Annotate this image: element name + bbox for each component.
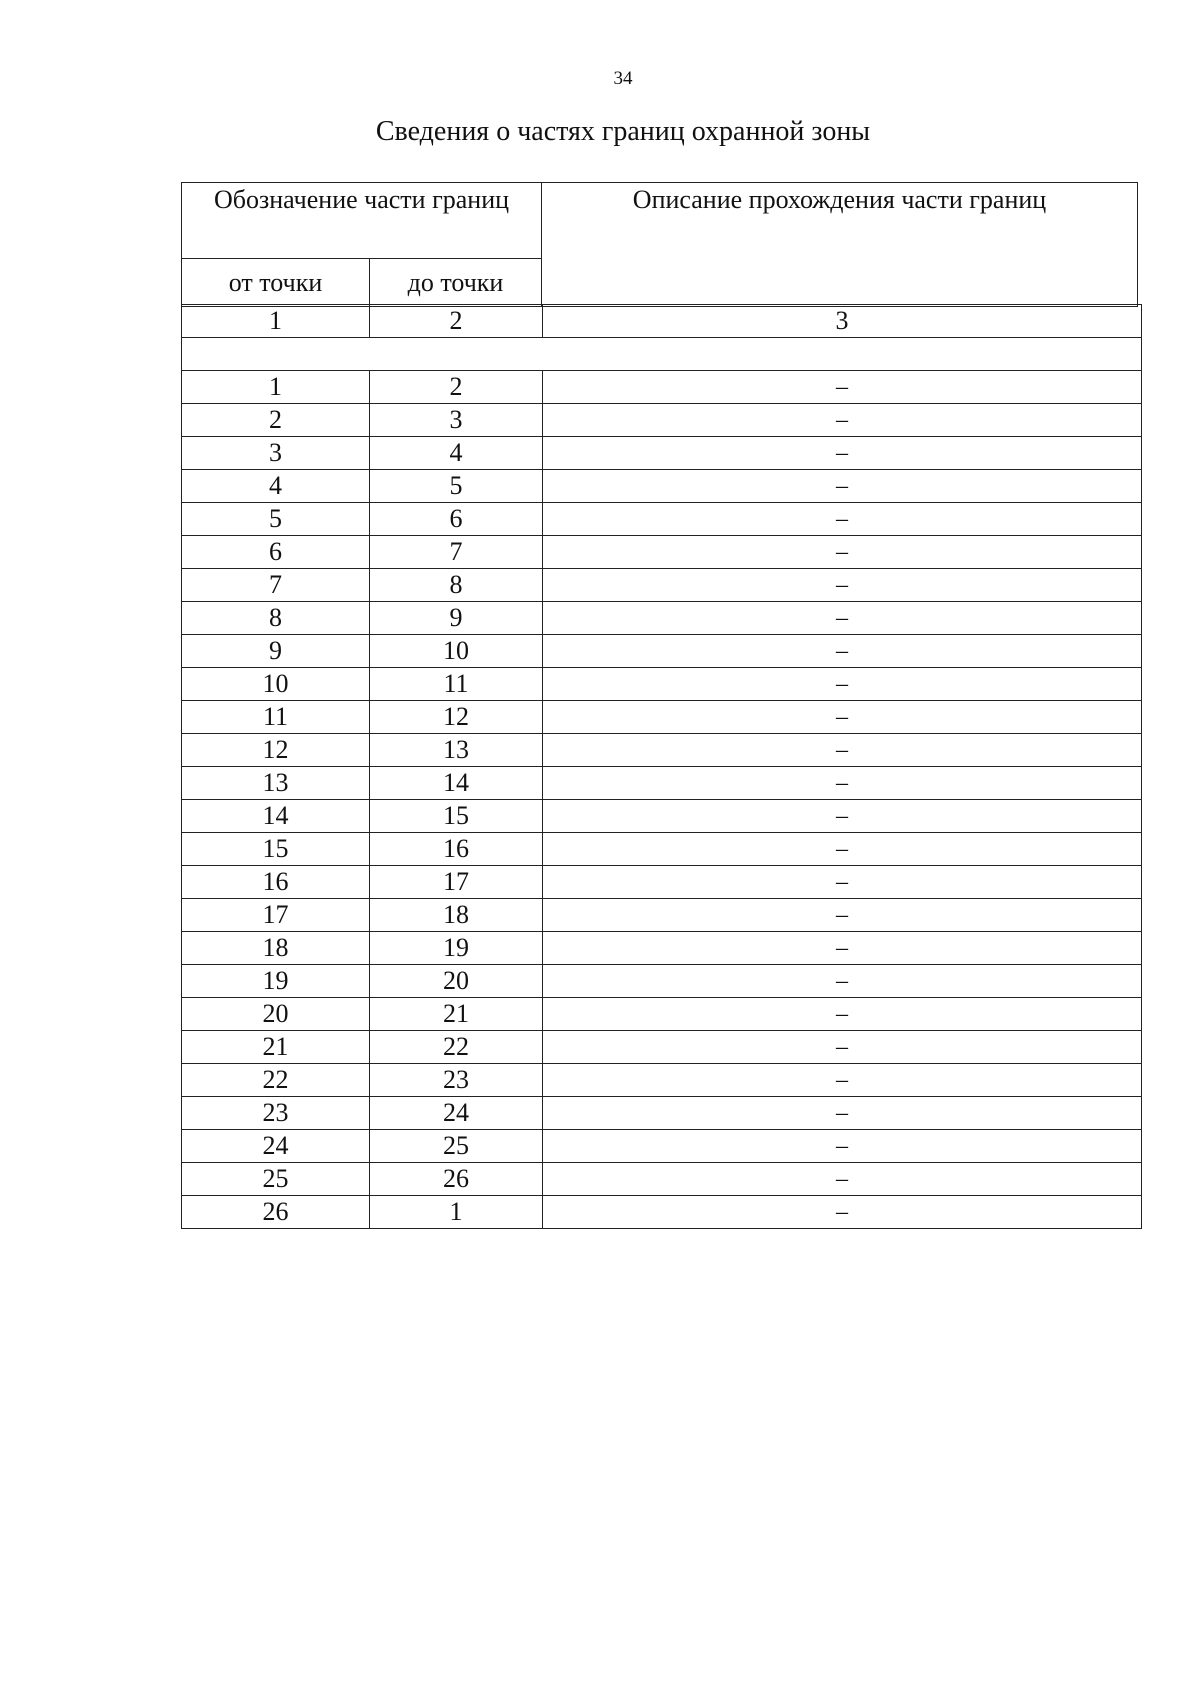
column-number: 2 [370,305,543,338]
from-point-cell: 12 [182,734,370,767]
boundary-header-table [181,182,1138,307]
description-cell: – [543,866,1142,899]
to-point-cell: 11 [370,668,543,701]
from-point-cell: 15 [182,833,370,866]
section-title-cell [182,338,1142,371]
from-point-cell: 3 [182,437,370,470]
page-number: 34 [613,68,633,89]
to-point-cell: 13 [370,734,543,767]
to-point-cell: 9 [370,602,543,635]
from-point-cell: 19 [182,965,370,998]
to-point-cell: 4 [370,437,543,470]
description-cell: – [543,668,1142,701]
table-row [182,1130,1142,1163]
to-point-cell: 7 [370,536,543,569]
table-row [182,734,1142,767]
column-number: 3 [543,305,1142,338]
from-point-cell: 5 [182,503,370,536]
table-row [182,965,1142,998]
description-cell: – [543,437,1142,470]
from-point-cell: 24 [182,1130,370,1163]
to-point-cell: 22 [370,1031,543,1064]
description-cell: – [543,503,1142,536]
from-point-cell: 13 [182,767,370,800]
table-row [182,668,1142,701]
description-cell: – [543,1163,1142,1196]
table-row [182,1097,1142,1130]
from-point-cell: 7 [182,569,370,602]
table-row [182,833,1142,866]
table-row [182,998,1142,1031]
to-point-cell: 5 [370,470,543,503]
description-cell: – [543,569,1142,602]
table-row [182,470,1142,503]
table-row [182,800,1142,833]
description-cell: – [543,371,1142,404]
description-cell: – [543,998,1142,1031]
table-row [182,899,1142,932]
header-to-point: до точки [370,259,542,307]
table-row [182,701,1142,734]
description-cell: – [543,1064,1142,1097]
table-row [182,1196,1142,1229]
description-cell: – [543,404,1142,437]
description-cell: – [543,932,1142,965]
from-point-cell: 4 [182,470,370,503]
from-point-cell: 22 [182,1064,370,1097]
header-boundary-part-designation: Обозначение части границ [182,183,542,259]
from-point-cell: 9 [182,635,370,668]
to-point-cell: 16 [370,833,543,866]
description-cell: – [543,536,1142,569]
table-row [182,437,1142,470]
to-point-cell: 25 [370,1130,543,1163]
table-row [182,569,1142,602]
description-cell: – [543,899,1142,932]
description-cell: – [543,1130,1142,1163]
table-row [182,1163,1142,1196]
description-cell: – [543,470,1142,503]
description-cell: – [543,602,1142,635]
to-point-cell: 23 [370,1064,543,1097]
description-cell: – [543,965,1142,998]
to-point-cell: 2 [370,371,543,404]
table-row [182,404,1142,437]
from-point-cell: 11 [182,701,370,734]
from-point-cell: 10 [182,668,370,701]
header-from-point: от точки [182,259,370,307]
table-row [182,536,1142,569]
description-cell: – [543,833,1142,866]
from-point-cell: 25 [182,1163,370,1196]
header-boundary-part-description: Описание прохождения части границ [542,183,1138,307]
column-number-row [182,305,1142,338]
from-point-cell: 8 [182,602,370,635]
table-row [182,1031,1142,1064]
to-point-cell: 19 [370,932,543,965]
description-cell: – [543,800,1142,833]
from-point-cell: 14 [182,800,370,833]
from-point-cell: 23 [182,1097,370,1130]
to-point-cell: 26 [370,1163,543,1196]
from-point-cell: 21 [182,1031,370,1064]
table-row [182,602,1142,635]
table-row [182,503,1142,536]
from-point-cell: 2 [182,404,370,437]
to-point-cell: 14 [370,767,543,800]
to-point-cell: 12 [370,701,543,734]
section-title-row [182,338,1142,371]
table-row [182,635,1142,668]
table-row [182,767,1142,800]
description-cell: – [543,767,1142,800]
from-point-cell: 20 [182,998,370,1031]
to-point-cell: 21 [370,998,543,1031]
from-point-cell: 17 [182,899,370,932]
description-cell: – [543,1031,1142,1064]
from-point-cell: 18 [182,932,370,965]
from-point-cell: 16 [182,866,370,899]
to-point-cell: 24 [370,1097,543,1130]
column-number: 1 [182,305,370,338]
to-point-cell: 18 [370,899,543,932]
description-cell: – [543,734,1142,767]
to-point-cell: 1 [370,1196,543,1229]
document-title: Сведения о частях границ охранной зоны [375,116,871,147]
description-cell: – [543,1097,1142,1130]
description-cell: – [543,635,1142,668]
table-row [182,1064,1142,1097]
table-row [182,932,1142,965]
to-point-cell: 15 [370,800,543,833]
description-cell: – [543,701,1142,734]
table-row [182,866,1142,899]
from-point-cell: 1 [182,371,370,404]
to-point-cell: 3 [370,404,543,437]
to-point-cell: 20 [370,965,543,998]
table-row [182,371,1142,404]
from-point-cell: 26 [182,1196,370,1229]
from-point-cell: 6 [182,536,370,569]
to-point-cell: 17 [370,866,543,899]
description-cell: – [543,1196,1142,1229]
to-point-cell: 8 [370,569,543,602]
to-point-cell: 10 [370,635,543,668]
to-point-cell: 6 [370,503,543,536]
boundary-body-table [181,304,1142,1229]
